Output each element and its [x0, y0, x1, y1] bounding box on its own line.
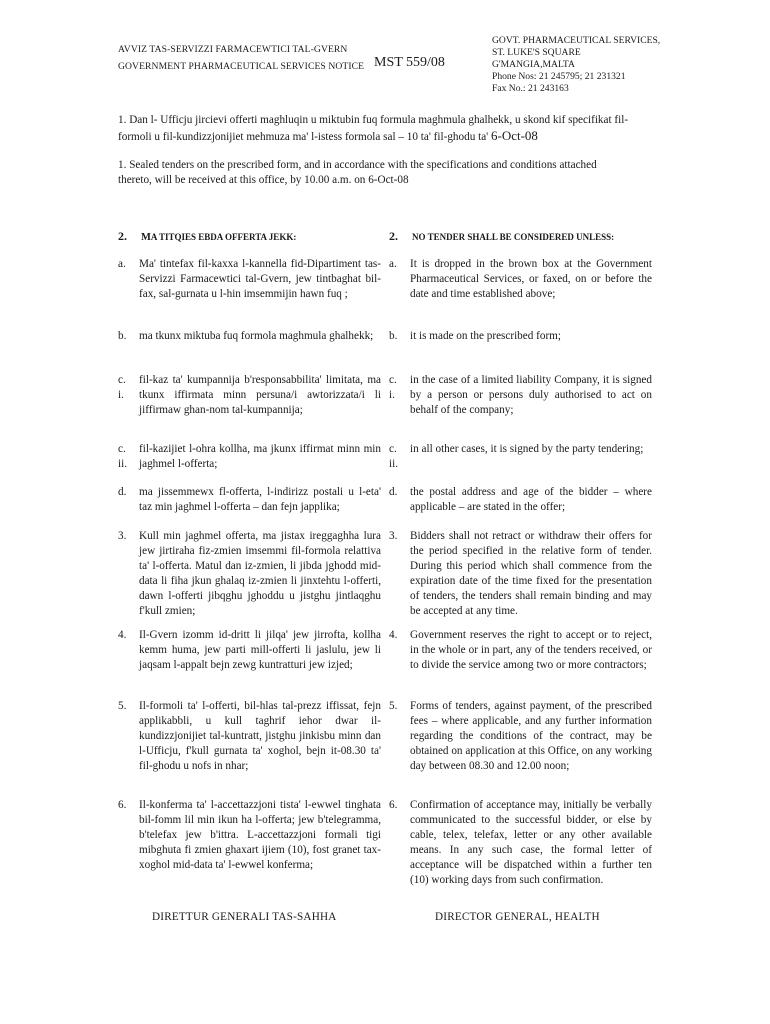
signature-mt: DIRETTUR GENERALI TAS-SAHHA: [152, 911, 337, 923]
item-text-en: Bidders shall not retract or withdraw their offers for the period specified in the relative form of tender. During this period which shall commence from the expiration date of the time fixed for the presentation of tenders, the tenders shall remain binding and may be accepted at any time.: [410, 530, 652, 617]
item-text-mt: Kull min jaghmel offerta, ma jistax ireggaghha lura jew jirtiraha fiz-zmien imsemmi fil-formola relattiva ta' l-offerta. Matul dan iz-zmien, li jibda jghodd mid-data li fiha jkun ghalaq iz-zmien li jinxtehtu l-offerti, dawn l-offerti jibqghu jghoddu u jistghu jintlaqghu f'kull zmien;: [139, 530, 381, 617]
item-label-mt: a.: [118, 258, 126, 270]
item-text-mt: ma jissemmewx fl-offerta, l-indirizz postali u l-eta' taz min jaghmel l-offerta – dan fejn japplika;: [139, 486, 381, 513]
item-label-en: 4.: [389, 629, 398, 641]
item-label-mt: d.: [118, 486, 127, 498]
item-text-mt: fil-kazijiet l-ohra kollha, ma jkunx iffirmat minn min jaghmel l-offerta;: [139, 443, 381, 470]
item-label-en: 5.: [389, 700, 398, 712]
item-label-en: d.: [389, 486, 398, 498]
item-label-mt: 4.: [118, 629, 127, 641]
section-heading-en: [389, 229, 614, 244]
item-label-mt: b.: [118, 330, 127, 342]
phone-line: Phone Nos: 21 245795; 21 231321: [492, 71, 626, 82]
item-label-en: 6.: [389, 799, 398, 811]
item-label-mt: 6.: [118, 799, 127, 811]
item-text-en: the postal address and age of the bidder – where applicable – are stated in the offer;: [410, 486, 652, 513]
intro-maltese-date: 6-Oct-08: [490, 128, 538, 143]
item-text-en: it is made on the prescribed form;: [410, 330, 561, 342]
item-text-en: Forms of tenders, against payment, of the prescribed fees – where applicable, and any further information regarding the conditions of the contract, may be obtained on application at this Office, on any working day between 08.30 and 12.00 noon;: [410, 700, 652, 772]
item-text-mt: Il-konferma ta' l-accettazzjoni tista' l-ewwel tinghata bil-fomm lil min ikun ha l-offerta; jew b'telegramma, b'telefax jew b'ittra. L-accettazzjoni formali tigi mibghuta fi zmien ghaxart ijiem (10), fost granet tax-xoghol mid-data ta' l-ewwel konferma;: [139, 799, 381, 871]
item-label-mt: c. ii.: [118, 443, 128, 470]
item-text-en: in the case of a limited liability Company, it is signed by a person or persons duly authorised to act on behalf of the company;: [410, 374, 652, 416]
item-text-en: Government reserves the right to accept or to reject, in the whole or in part, any of the tenders received, or to divide the service among two or more contractors;: [410, 629, 652, 671]
address-line: ST. LUKE'S SQUARE: [492, 47, 581, 58]
header-address: [492, 35, 660, 95]
heading-initial: M: [141, 232, 151, 243]
section-number: 2.: [389, 229, 398, 243]
heading-text: A TITQIES EBDA OFFERTA JEKK:: [150, 232, 297, 242]
item-text-mt: fil-kaz ta' kumpannija b'responsabbilita' limitata, ma tkunx iffirmata minn persuna/i awtorizzata/i li jiffirmaw ghan-nom tal-kumpannija;: [139, 374, 381, 416]
item-text-en: Confirmation of acceptance may, initially be verbally communicated to the successful bidder, or else by cable, telex, telefax, letter or any other available means. In any such case, the formal letter of acceptance will be dispatched within a further ten (10) working days from such confirmation.: [410, 799, 652, 886]
heading-text: NO TENDER SHALL BE CONSIDERED UNLESS:: [412, 232, 615, 242]
item-text-mt: Il-Gvern izomm id-dritt li jilqa' jew jirrofta, kollha kemm huma, jew parti mill-offerti li jaslulu, jew li jaqsam l-appalt bejn zewg kuntratturi jew izjed;: [139, 629, 381, 671]
item-text-mt: Ma' tintefax fil-kaxxa l-kannella fid-Dipartiment tas-Servizzi Farmacewtici tal-Gvern, jew tintbaghat bil-fax, sal-gurnata u l-hin imsemmijin hawn fuq ;: [139, 258, 381, 300]
section-heading-mt: [118, 229, 296, 244]
address-line: GOVT. PHARMACEUTICAL SERVICES,: [492, 35, 661, 46]
header-left: [118, 41, 364, 75]
item-label-mt: 3.: [118, 530, 127, 542]
intro-english: [118, 158, 658, 188]
intro-maltese: [118, 113, 658, 145]
item-label-en: a.: [389, 258, 397, 270]
item-label-en: b.: [389, 330, 398, 342]
intro-english-line: thereto, will be received at this office, by 10.00 a.m. on 6-Oct-08: [118, 174, 409, 186]
address-line: G'MANGIA,MALTA: [492, 59, 575, 70]
item-label-en: 3.: [389, 530, 398, 542]
reference-number: MST 559/08: [374, 55, 445, 70]
header-title-mt: AVVIZ TAS-SERVIZZI FARMACEWTICI TAL-GVERN: [118, 44, 348, 55]
item-label-mt: 5.: [118, 700, 127, 712]
header-title-en: GOVERNMENT PHARMACEUTICAL SERVICES NOTICE: [118, 61, 365, 72]
item-label-en: c. ii.: [389, 443, 399, 470]
item-text-mt: ma tkunx miktuba fuq formola maghmula ghalhekk;: [139, 330, 374, 342]
item-text-en: It is dropped in the brown box at the Government Pharmaceutical Services, or faxed, on or before the date and time established above;: [410, 258, 652, 300]
item-text-mt: Il-formoli ta' l-offerti, bil-hlas tal-prezz iffissat, fejn applikabbli, u kull taghrif iehor dwar il-kundizzjonijiet tal-kuntratt, jistghu jinkisbu minn dan l-Ufficju, f'kull gurnata ta' xoghol, bejn it-08.30 ta' fil-ghodu u nofs in nhar;: [139, 700, 381, 772]
intro-maltese-text: 1. Dan l- Ufficju jircievi offerti maghluqin u miktubin fuq formula maghmula ghalhekk, u skond kif specifikat fil- formoli u fil-kundizzjonijiet mehmuza ma' l-istess formola sal – 10 ta' fil-ghodu ta': [118, 114, 629, 143]
item-text-en: in all other cases, it is signed by the party tendering;: [410, 443, 644, 455]
section-number: 2.: [118, 229, 127, 243]
intro-english-line: 1. Sealed tenders on the prescribed form, and in accordance with the specifications and conditions attached: [118, 159, 597, 171]
item-label-en: c. i.: [389, 374, 397, 401]
fax-line: Fax No.: 21 243163: [492, 83, 569, 94]
signature-en: DIRECTOR GENERAL, HEALTH: [435, 911, 600, 923]
item-label-mt: c. i.: [118, 374, 126, 401]
